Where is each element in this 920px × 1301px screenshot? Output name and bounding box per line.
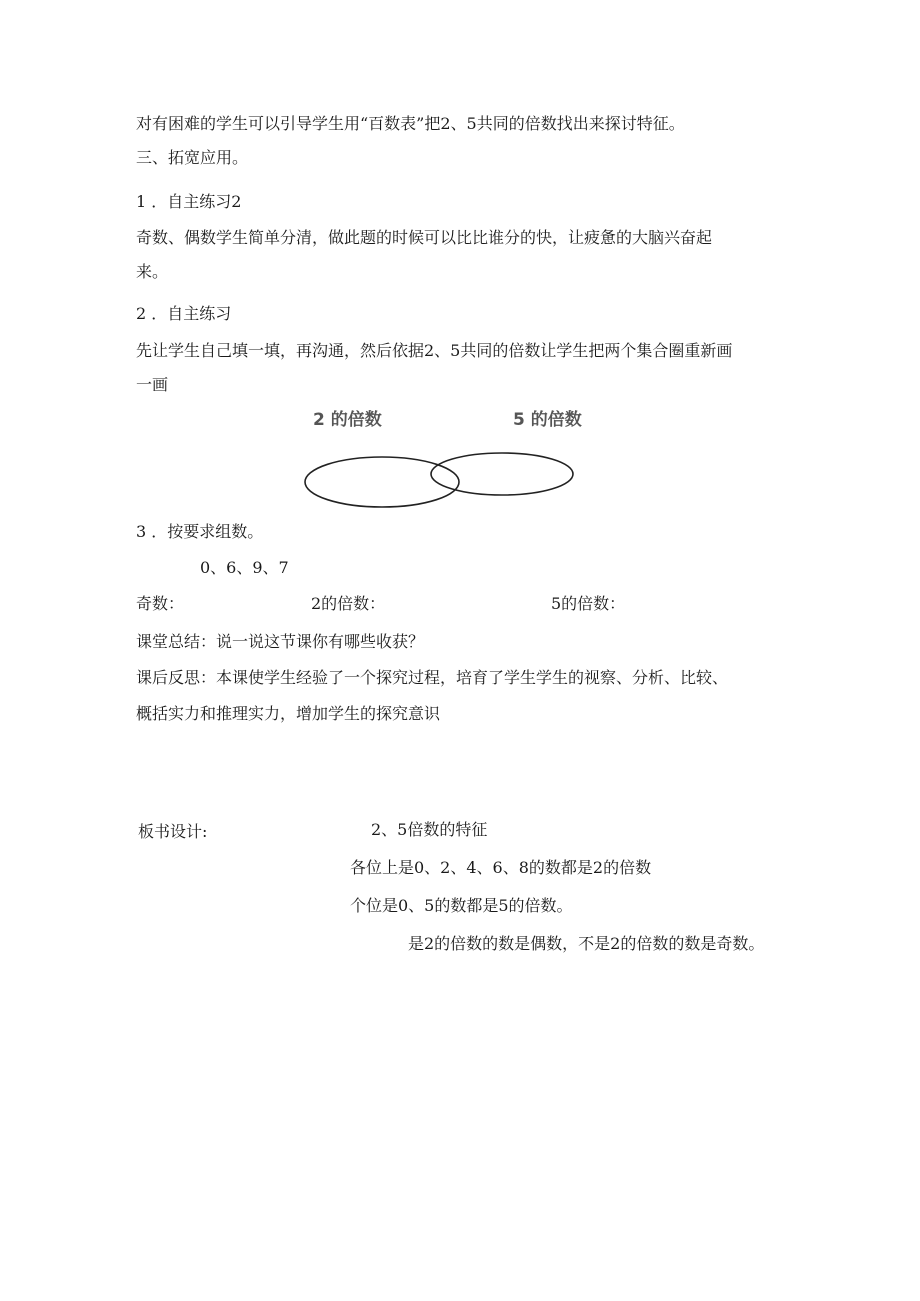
exercise1-title: 1 ．自主练习2 <box>136 192 242 211</box>
board-design-label: 板书设计: <box>138 822 208 841</box>
intro-line: 对有困难的学生可以引导学生用“百数表”把2、5共同的倍数找出来探讨特征。 <box>136 114 685 133</box>
reflection-line1: 课后反思：本课使学生经验了一个探究过程，培育了学生学生的视察、分析、比较、 <box>136 668 729 687</box>
exercise2-title: 2 ．自主练习 <box>136 304 232 323</box>
venn-right-label: 5 的倍数 <box>513 410 582 430</box>
multiples-of-2-label: 2的倍数： <box>311 594 386 613</box>
board-rule-2: 个位是0、5的数都是5的倍数。 <box>350 896 573 915</box>
venn-right-ellipse <box>431 453 573 495</box>
exercise2-text-line2: 一画 <box>136 375 169 394</box>
multiples-of-5-label: 5的倍数： <box>551 594 626 613</box>
venn-circles <box>300 400 590 515</box>
venn-diagram <box>300 400 590 515</box>
reflection-line2: 概括实力和推理实力，增加学生的探究意识 <box>136 704 441 723</box>
board-rule-1: 各位上是0、2、4、6、8的数都是2的倍数 <box>350 858 652 877</box>
exercise1-text-line1: 奇数、偶数学生简单分清，做此题的时候可以比比谁分的快，让疲惫的大脑兴奋起 <box>136 228 713 247</box>
section-three-title: 三、拓宽应用。 <box>136 148 249 167</box>
exercise3-digits: 0、6、9、7 <box>200 558 289 577</box>
exercise2-text-line1: 先让学生自己填一填，再沟通，然后依据2、5共同的倍数让学生把两个集合圈重新画 <box>136 341 733 360</box>
class-summary: 课堂总结：说一说这节课你有哪些收获？ <box>136 632 425 651</box>
board-rule-3: 是2的倍数的数是偶数，不是2的倍数的数是奇数。 <box>408 934 765 953</box>
exercise1-text-line2: 来。 <box>136 262 169 281</box>
board-design-title: 2、5倍数的特征 <box>371 820 488 839</box>
odd-numbers-label: 奇数： <box>136 594 185 613</box>
venn-left-label: 2 的倍数 <box>313 410 382 430</box>
exercise3-title: 3 ．按要求组数。 <box>136 522 264 541</box>
